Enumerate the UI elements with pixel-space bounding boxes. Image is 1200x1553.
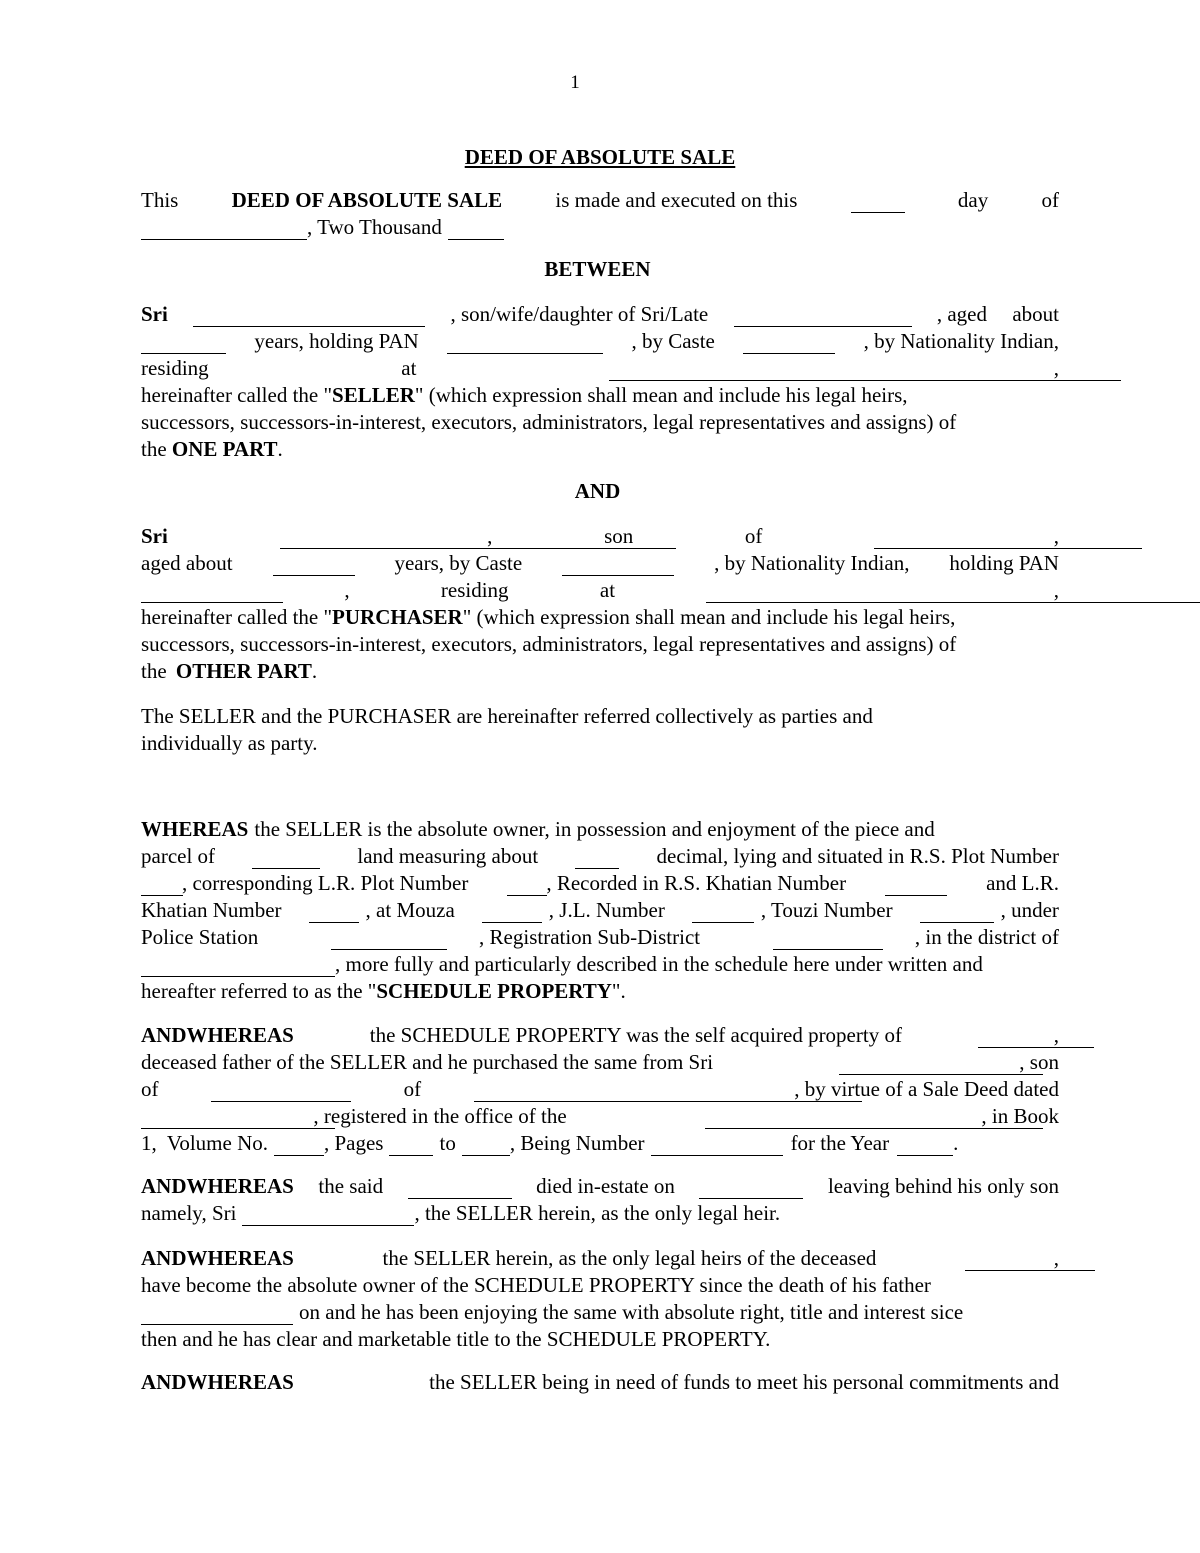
deceased-blank (965, 1251, 1095, 1271)
parties-text: The SELLER and the PURCHASER are hereinafter referred collectively as parties and (141, 704, 873, 728)
rs-plot-blank (141, 876, 183, 896)
whereas5-text: the SELLER being in need of funds to meet his personal commitments and (429, 1370, 1059, 1394)
andwhereas-keyword: ANDWHEREAS (141, 1174, 294, 1198)
whereas-paragraph-5 (141, 1368, 1059, 1395)
whereas1-text: parcel of (141, 844, 216, 868)
whereas1-text: , in the district of (914, 925, 1059, 949)
seller-text: the (141, 437, 172, 461)
purchaser-pan-blank (141, 583, 283, 603)
purchaser-text: successors, successors-in-interest, executors, administrators, legal representatives and assigns) of (141, 632, 957, 656)
seller-text: successors, successors-in-interest, executors, administrators, legal representatives and assigns) of (141, 410, 957, 434)
whereas2-text: the SCHEDULE PROPERTY was the self acquired property of (369, 1023, 902, 1047)
whereas2-text: , Being Number (509, 1131, 645, 1155)
whereas1-text: Police Station (141, 925, 259, 949)
seller-text: , (1053, 356, 1059, 380)
whereas1-text: , at Mouza (365, 898, 455, 922)
seller-role: SELLER (332, 383, 415, 407)
whereas3-text: died in-estate on (536, 1174, 675, 1198)
opening-text: This (141, 188, 179, 212)
whereas3-text: namely, Sri (141, 1201, 237, 1225)
land-blank (252, 849, 320, 869)
whereas2-text: of (403, 1077, 422, 1101)
purchaser-caste-blank (562, 556, 674, 576)
seller-text: , by Caste (631, 329, 715, 353)
seller-text: hereinafter called the " (141, 383, 333, 407)
father-death-blank (141, 1305, 293, 1325)
seller-text: " (which expression shall mean and include his legal heirs, (414, 383, 908, 407)
opening-text: is made and executed on this (555, 188, 798, 212)
district-blank (141, 957, 335, 977)
whereas2-text: , son (1019, 1050, 1059, 1074)
whereas-paragraph-4 (141, 1244, 1059, 1352)
opening-text: of (1041, 188, 1059, 212)
whereas1-text: , corresponding L.R. Plot Number (181, 871, 469, 895)
volume-blank (274, 1136, 324, 1156)
purchaser-text: . (311, 659, 318, 683)
whereas2-text: . (953, 1131, 959, 1155)
seller-text: years, holding PAN (254, 329, 419, 353)
seller-pan-blank (447, 334, 603, 354)
other-part: OTHER PART (175, 659, 312, 683)
purchaser-text: , (344, 578, 350, 602)
seller-address-blank (609, 361, 1121, 381)
vendor-blank (839, 1055, 1043, 1075)
purchaser-sri: Sri (141, 524, 168, 548)
being-number-blank (651, 1136, 783, 1156)
seller-paragraph (141, 300, 1059, 462)
whereas2-text: deceased father of the SELLER and he purchased the same from Sri (141, 1050, 714, 1074)
whereas1-text: , Touzi Number (760, 898, 893, 922)
whereas1-text: hereafter referred to as the " (141, 979, 377, 1003)
son-name-blank (242, 1206, 414, 1226)
acquirer-blank (978, 1028, 1094, 1048)
whereas4-text: then and he has clear and marketable title to the SCHEDULE PROPERTY. (141, 1327, 771, 1351)
purchaser-text: , (1053, 578, 1059, 602)
purchaser-text: hereinafter called the " (141, 605, 333, 629)
whereas1-text: , Registration Sub-District (479, 925, 701, 949)
purchaser-father-blank (874, 529, 1142, 549)
lr-khatian-blank (309, 903, 359, 923)
purchaser-text: residing (440, 578, 509, 602)
seller-text: about (1012, 302, 1059, 326)
purchaser-role: PURCHASER (332, 605, 463, 629)
whereas1-text: Khatian Number (141, 898, 282, 922)
whereas1-text: and L.R. (986, 871, 1059, 895)
whereas2-text: for the Year (790, 1131, 890, 1155)
jl-number-blank (692, 903, 754, 923)
opening-text: , Two Thousand (307, 215, 442, 239)
whereas2-text: , (1053, 1023, 1059, 1047)
opening-text: day (957, 188, 989, 212)
whereas3-text: , the SELLER herein, as the only legal heir. (414, 1201, 781, 1225)
purchaser-text: the (141, 659, 172, 683)
document-title: DEED OF ABSOLUTE SALE (464, 145, 736, 169)
decimal-blank (575, 849, 619, 869)
purchaser-text: , by Nationality Indian, (714, 551, 910, 575)
page-number: 1 (570, 72, 580, 93)
whereas1-text: decimal, lying and situated in R.S. Plot Number (656, 844, 1059, 868)
deed-date-blank (141, 1109, 335, 1129)
seller-father-blank (734, 307, 912, 327)
whereas2-text: , Pages (323, 1131, 384, 1155)
whereas3-text: the said (318, 1174, 384, 1198)
whereas4-text: on and he has been enjoying the same with absolute right, title and interest sice (299, 1300, 964, 1324)
whereas1-text: , J.L. Number (548, 898, 665, 922)
death-date-blank (699, 1179, 803, 1199)
rs-khatian-blank (885, 876, 947, 896)
purchaser-text: , (487, 524, 493, 548)
seller-caste-blank (743, 334, 835, 354)
schedule-property-label: SCHEDULE PROPERTY (376, 979, 612, 1003)
purchaser-text: of (744, 524, 763, 548)
heading-between: BETWEEN (544, 257, 651, 281)
purchaser-text: at (599, 578, 616, 602)
sub-district-blank (773, 930, 883, 950)
pages-from-blank (389, 1136, 433, 1156)
whereas2-text: 1, Volume No. (141, 1131, 268, 1155)
year-of-deed-blank (897, 1136, 953, 1156)
whereas1-text: , Recorded in R.S. Khatian Number (546, 871, 847, 895)
purchaser-text: , (1053, 524, 1059, 548)
one-part: ONE PART (171, 437, 278, 461)
whereas1-text: land measuring about (357, 844, 539, 868)
seller-name-blank (193, 307, 425, 327)
whereas1-text: ". (611, 979, 626, 1003)
seller-text: , son/wife/daughter of Sri/Late (450, 302, 709, 326)
whereas-keyword: WHEREAS (141, 817, 249, 841)
purchaser-text: aged about (141, 551, 233, 575)
whereas-paragraph-1 (141, 815, 1059, 1004)
seller-age-blank (141, 334, 226, 354)
year-blank (448, 220, 504, 240)
touzi-blank (920, 903, 994, 923)
parties-paragraph (141, 702, 1059, 756)
whereas1-text: the SELLER is the absolute owner, in possession and enjoyment of the piece and (254, 817, 935, 841)
whereas2-text: , by virtue of a Sale Deed dated (794, 1077, 1059, 1101)
andwhereas-keyword: ANDWHEREAS (141, 1246, 294, 1270)
whereas4-text: the SELLER herein, as the only legal heirs of the deceased (382, 1246, 877, 1270)
heading-and: AND (574, 479, 621, 503)
purchaser-address-blank (706, 583, 1200, 603)
day-blank (851, 193, 905, 213)
pages-to-blank (462, 1136, 510, 1156)
andwhereas-keyword: ANDWHEREAS (141, 1023, 294, 1047)
purchaser-text: " (which expression shall mean and include his legal heirs, (462, 605, 956, 629)
seller-sri: Sri (141, 302, 168, 326)
whereas4-text: , (1053, 1246, 1059, 1270)
andwhereas-keyword: ANDWHEREAS (141, 1370, 294, 1394)
purchaser-paragraph (141, 522, 1059, 684)
deceased-name-blank (408, 1179, 512, 1199)
purchaser-text: years, by Caste (394, 551, 523, 575)
whereas2-text: , in Book (981, 1104, 1059, 1128)
seller-text: at (401, 356, 417, 380)
seller-text: . (277, 437, 283, 461)
month-blank (141, 220, 307, 240)
seller-text: , aged (936, 302, 988, 326)
mouza-blank (482, 903, 542, 923)
whereas2-text: , registered in the office of the (313, 1104, 567, 1128)
deed-name: DEED OF ABSOLUTE SALE (231, 188, 503, 212)
whereas2-text: to (439, 1131, 456, 1155)
whereas2-text: of (141, 1077, 159, 1101)
opening-paragraph (141, 186, 1059, 240)
whereas-paragraph-2 (141, 1021, 1059, 1156)
whereas4-text: have become the absolute owner of the SCHEDULE PROPERTY since the death of his father (141, 1273, 931, 1297)
parties-text: individually as party. (141, 731, 318, 755)
purchaser-text: holding PAN (949, 551, 1059, 575)
seller-text: residing (141, 356, 209, 380)
lr-plot-blank (507, 876, 547, 896)
whereas1-text: , under (1000, 898, 1059, 922)
whereas-paragraph-3 (141, 1172, 1059, 1226)
whereas1-text: , more fully and particularly described in the schedule here under written and (335, 952, 983, 976)
purchaser-text: son (604, 524, 634, 548)
whereas3-text: leaving behind his only son (827, 1174, 1059, 1198)
purchaser-age-blank (273, 556, 355, 576)
vendor-relation-blank (211, 1082, 351, 1102)
seller-text: , by Nationality Indian, (863, 329, 1059, 353)
police-station-blank (331, 930, 447, 950)
